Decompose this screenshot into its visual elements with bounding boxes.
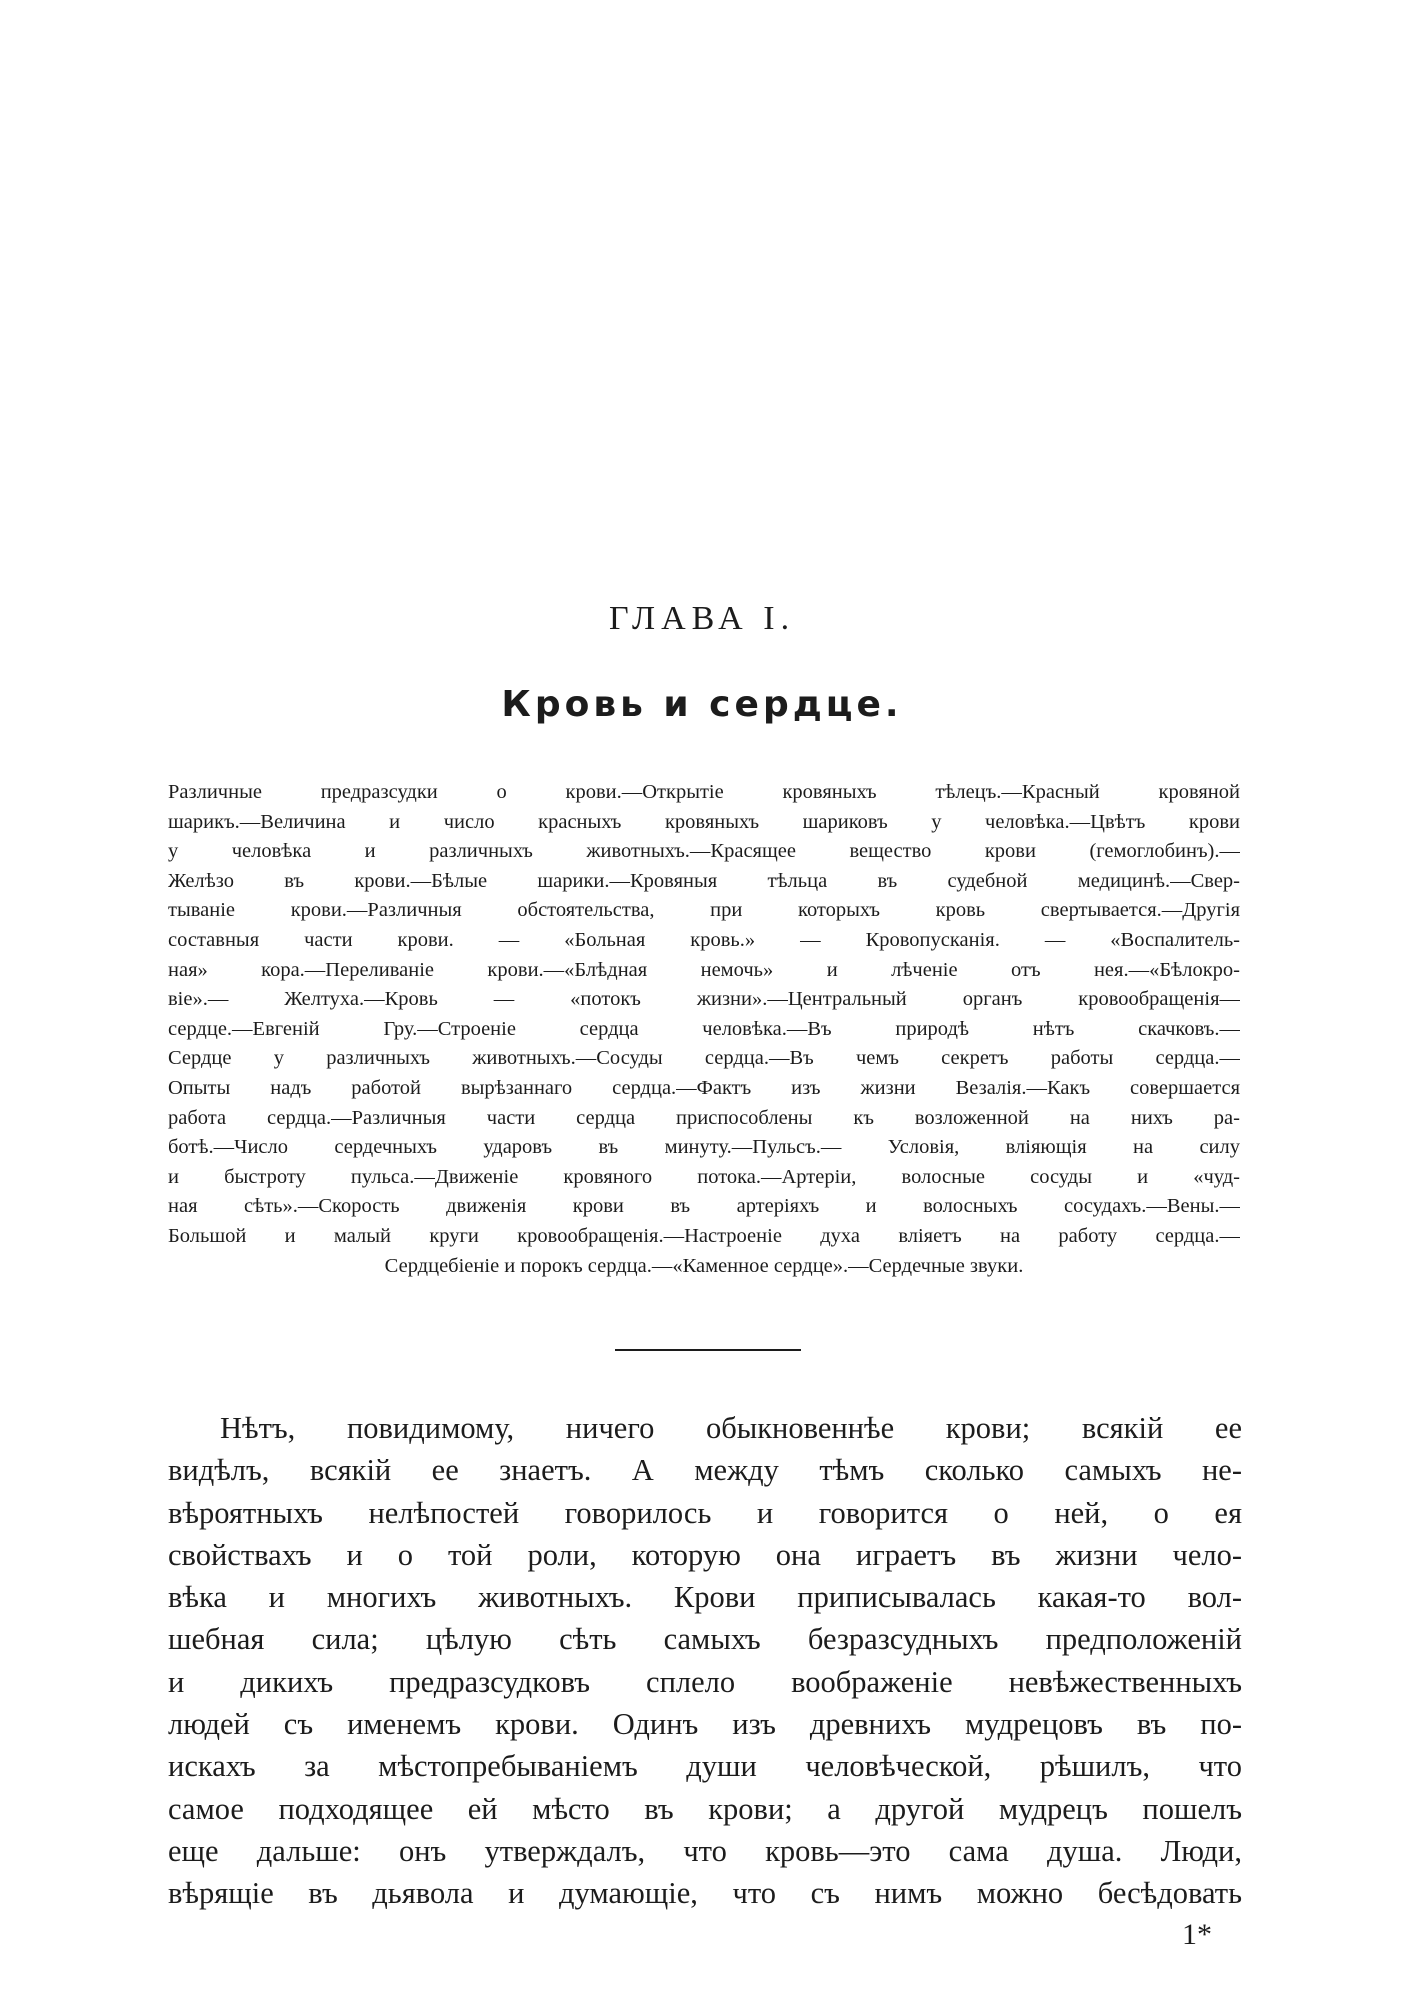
body-line: вѣка и многихъ животныхъ. Крови приписывалась какая-то вол- xyxy=(168,1580,1242,1615)
body-line: искахъ за мѣстопребываніемъ души человѣческой, рѣшилъ, что xyxy=(168,1749,1242,1784)
body-line: Нѣтъ, повидимому, ничего обыкновеннѣе крови; всякій ее xyxy=(220,1411,1242,1445)
body-line: видѣлъ, всякій ее знаетъ. А между тѣмъ сколько самыхъ не- xyxy=(168,1453,1242,1488)
summary-line: віе».— Желтуха.—Кровь — «потокъ жизни».—Центральный органъ кровообращенія— xyxy=(168,988,1240,1011)
section-divider xyxy=(615,1349,801,1351)
body-line: свойствахъ и о той роли, которую она играетъ въ жизни чело- xyxy=(168,1537,1242,1572)
summary-line: и быстроту пульса.—Движеніе кровяного потока.—Артеріи, волосные сосуды и «чуд- xyxy=(168,1165,1240,1188)
summary-line: Различные предразсудки о крови.—Открытіе кровяныхъ тѣлецъ.—Красный кровяной xyxy=(168,781,1240,803)
body-line: и дикихъ предразсудковъ сплело воображеніе невѣжественныхъ xyxy=(168,1664,1242,1699)
body-line: еще дальше: онъ утверждалъ, что кровь—это сама душа. Люди, xyxy=(168,1833,1242,1868)
summary-line: работа сердца.—Различныя части сердца приспособлены къ возложенной на нихъ ра- xyxy=(168,1106,1240,1129)
body-line: шебная сила; цѣлую сѣть самыхъ безразсудныхъ предположеній xyxy=(168,1622,1242,1657)
summary-line: Опыты надъ работой вырѣзаннаго сердца.—Фактъ изъ жизни Везалія.—Какъ совершается xyxy=(168,1076,1240,1099)
body-line: самое подходящее ей мѣсто въ крови; а другой мудрецъ пошелъ xyxy=(168,1791,1242,1826)
summary-line: сердце.—Евгеній Гру.—Строеніе сердца человѣка.—Въ природѣ нѣтъ скачковъ.— xyxy=(168,1017,1240,1040)
summary-line: ная сѣть».—Скорость движенія крови въ артеріяхъ и волосныхъ сосудахъ.—Вены.— xyxy=(168,1195,1240,1218)
chapter-title: Кровь и сердце. xyxy=(501,684,903,725)
summary-line: ная» кора.—Переливаніе крови.—«Блѣдная немочь» и лѣченіе отъ нея.—«Бѣлокро- xyxy=(168,958,1240,981)
summary-line: шарикъ.—Величина и число красныхъ кровяныхъ шариковъ у человѣка.—Цвѣтъ крови xyxy=(168,810,1240,833)
body-line: вѣроятныхъ нелѣпостей говорилось и говорится о ней, о ея xyxy=(168,1495,1242,1530)
summary-line: Желѣзо въ крови.—Бѣлые шарики.—Кровяныя тѣльца въ судебной медицинѣ.—Свер- xyxy=(168,869,1240,892)
summary-line: тываніе крови.—Различныя обстоятельства, при которыхъ кровь свертывается.—Другія xyxy=(168,899,1240,922)
summary-line: у человѣка и различныхъ животныхъ.—Красящее вещество крови (гемоглобинъ).— xyxy=(168,840,1240,863)
summary-line: ботѣ.—Число сердечныхъ ударовъ въ минуту.—Пульсъ.— Условія, вліяющія на силу xyxy=(168,1136,1240,1159)
body-paragraph xyxy=(168,1407,1242,1915)
chapter-label: ГЛАВА I. xyxy=(608,600,796,637)
body-line: вѣрящіе въ дьявола и думающіе, что съ нимъ можно бесѣдовать xyxy=(168,1876,1242,1911)
summary-line: Сердце у различныхъ животныхъ.—Сосуды сердца.—Въ чемъ секретъ работы сердца.— xyxy=(168,1047,1240,1070)
summary-line: составныя части крови. — «Больная кровь.» — Кровопусканія. — «Воспалитель- xyxy=(168,928,1240,951)
summary-line: Большой и малый круги кровообращенія.—Настроеніе духа вліяетъ на работу сердца.— xyxy=(168,1224,1240,1247)
page-number: 1* xyxy=(1182,1918,1212,1951)
body-line: людей съ именемъ крови. Одинъ изъ древнихъ мудрецовъ въ по- xyxy=(168,1707,1242,1742)
summary-line: Сердцебіеніе и порокъ сердца.—«Каменное сердце».—Сердечные звуки. xyxy=(384,1254,1024,1277)
chapter-summary xyxy=(168,778,1240,1281)
